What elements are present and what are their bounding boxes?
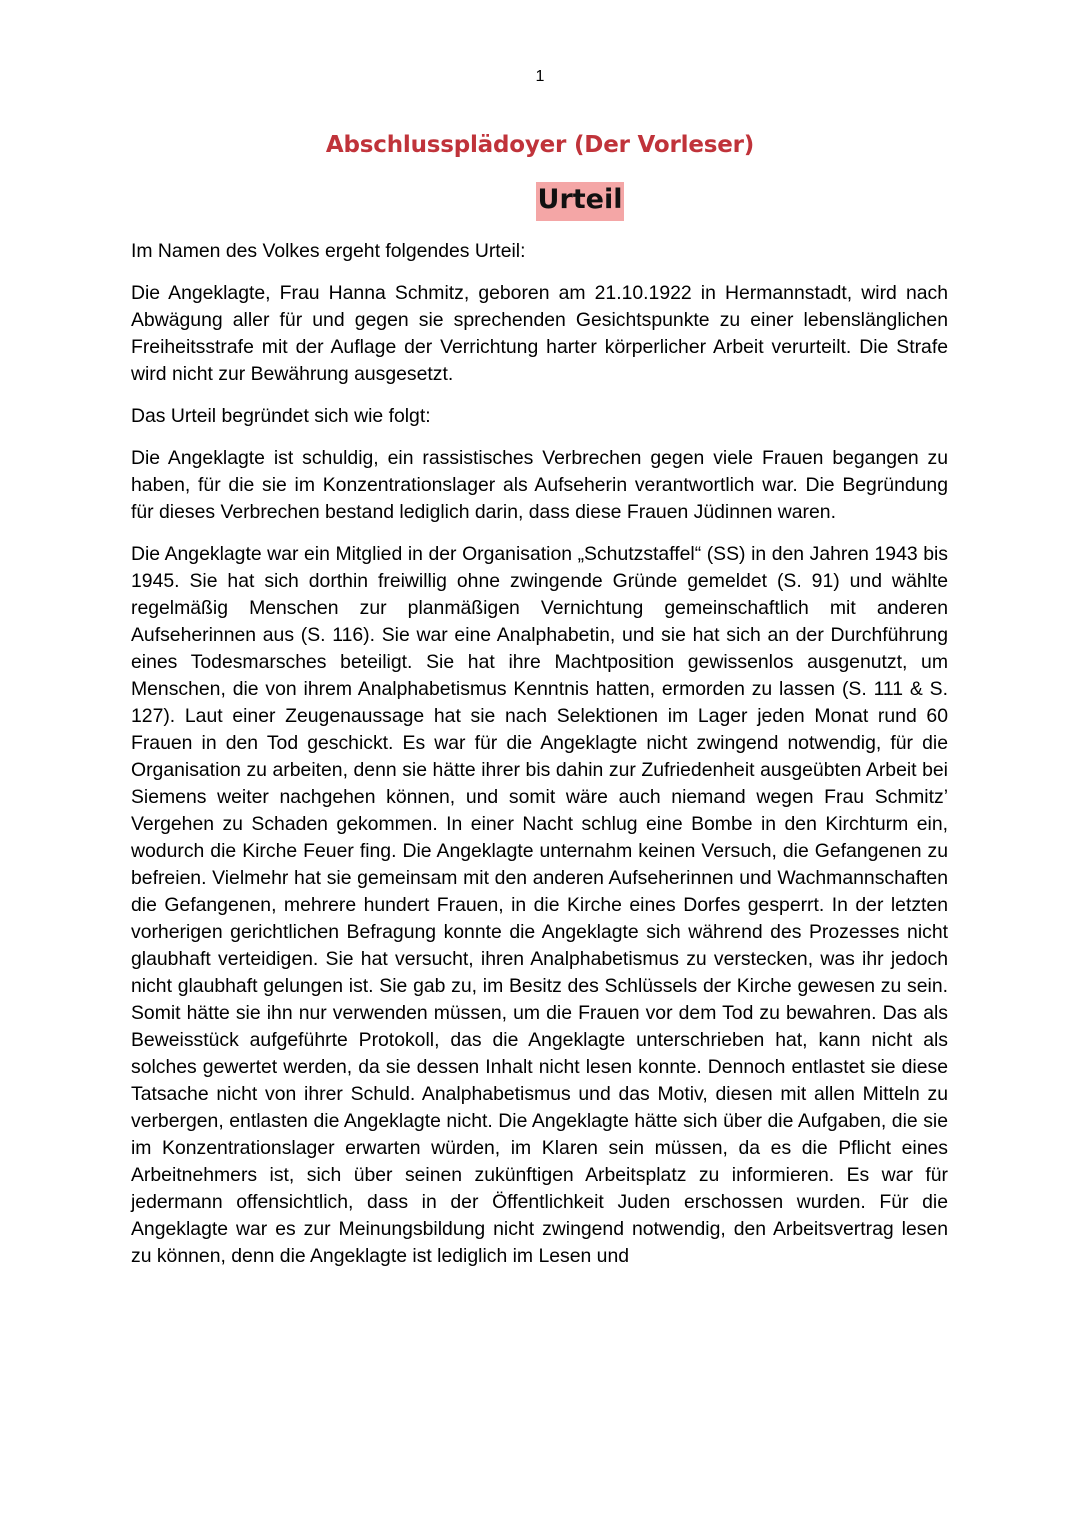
paragraph-intro: Im Namen des Volkes ergeht folgendes Urteil: [131, 240, 526, 262]
document-title: Abschlussplädoyer (Der Vorleser) [325, 132, 755, 158]
paragraph-verdict: Die Angeklagte, Frau Hanna Schmitz, geboren am 21.10.1922 in Hermannstadt, wird nach Abwägung aller für und gegen sie sprechenden Gesichtspunkte zu einer lebenslänglichen Freiheitsstrafe mit der Auflage der Verrichtung harter körperlicher Arbeit verurteilt. Die Strafe wird nicht zur Bewährung ausgesetzt. [131, 282, 948, 385]
document-body [131, 238, 948, 1285]
paragraph-guilt: Die Angeklagte ist schuldig, ein rassistisches Verbrechen gegen viele Frauen begangen zu haben, für die sie im Konzentrationslager als Aufseherin verantwortlich war. Die Begründung für dieses Verbrechen bestand lediglich darin, dass diese Frauen Jüdinnen waren. [131, 447, 948, 523]
paragraph-reasoning-intro: Das Urteil begründet sich wie folgt: [131, 405, 431, 427]
section-heading: Urteil [536, 182, 625, 221]
paragraph-details: Die Angeklagte war ein Mitglied in der Organisation „Schutzstaffel“ (SS) in den Jahren 1943 bis 1945. Sie hat sich dorthin freiwillig ohne zwingende Gründe gemeldet (S. 91) und wählte regelmäßig Menschen zur planmäßigen Vernichtung gemeinschaftlich mit anderen Aufseherinnen aus (S. 116). Sie war eine Analphabetin, und sie hat sich an der Durchführung eines Todesmarsches beteiligt. Sie hat ihre Machtposition gewissenlos ausgenutzt, um Menschen, die von ihrem Analphabetismus Kenntnis hatten, ermorden zu lassen (S. 111 & S. 127). Laut einer Zeugenaussage hat sie nach Selektionen im Lager jeden Monat rund 60 Frauen in den Tod geschickt. Es war für die Angeklagte nicht zwingend notwendig, für die Organisation zu arbeiten, denn sie hätte ihrer bis dahin zur Zufriedenheit ausgeübten Arbeit bei Siemens weiter nachgehen können, und somit wäre auch niemand wegen Frau Schmitz’ Vergehen zu Schaden gekommen. In einer Nacht schlug eine Bombe in den Kirchturm ein, wodurch die Kirche Feuer fing. Die Angeklagte unternahm keinen Versuch, die Gefangenen zu befreien. Vielmehr hat sie gemeinsam mit den anderen Aufseherinnen und Wachmannschaften die Gefangenen, mehrere hundert Frauen, in die Kirche eines Dorfes gesperrt. In der letzten vorherigen gerichtlichen Befragung konnte die Angeklagte sich während des Prozesses nicht glaubhaft verteidigen. Sie hat versucht, ihren Analphabetismus zu verstecken, was ihr jedoch nicht glaubhaft gelungen ist. Sie gab zu, im Besitz des Schlüssels der Kirche gewesen zu sein. Somit hätte sie ihn nur verwenden müssen, um die Frauen vor dem Tod zu bewahren. Das als Beweisstück aufgeführte Protokoll, das die Angeklagte unterschrieben hat, kann nicht als solches gewertet werden, da sie dessen Inhalt nicht lesen konnte. Dennoch entlastet sie diese Tatsache nicht von ihrer Schuld. Analphabetismus und das Motiv, diesen mit allen Mitteln zu verbergen, entlasten die Angeklagte nicht. Die Angeklagte hätte sich über die Aufgaben, die sie im Konzentrationslager erwarten würden, im Klaren sein müssen, da es die Pflicht eines Arbeitnehmers ist, sich über seinen zukünftigen Arbeitsplatz zu informieren. Es war für jedermann offensichtlich, dass in der Öffentlichkeit Juden erschossen wurden. Für die Angeklagte war es zur Meinungsbildung nicht zwingend notwendig, den Arbeitsvertrag lesen zu können, denn die Angeklagte ist lediglich im Lesen und [131, 543, 948, 1267]
page-number: 1 [535, 68, 545, 85]
heading-wrapper [0, 182, 1080, 221]
